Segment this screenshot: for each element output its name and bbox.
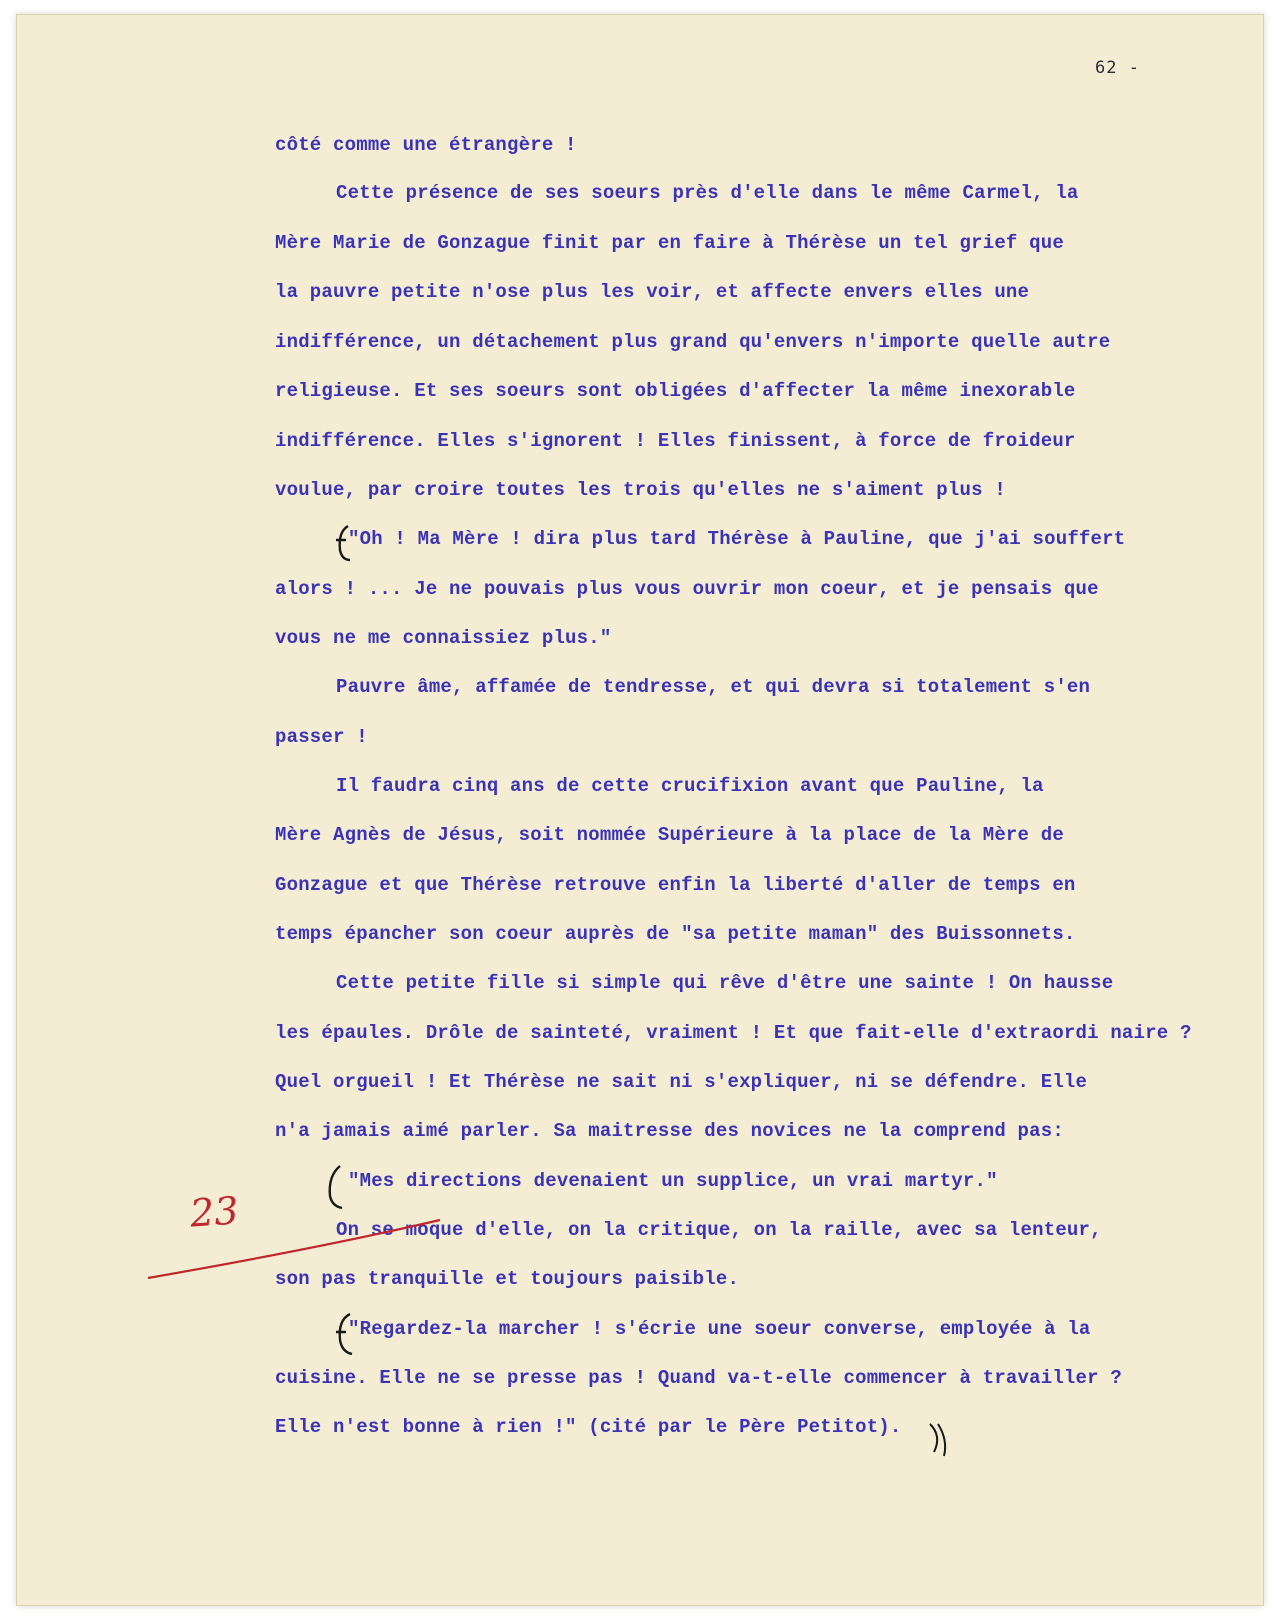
text-line: les épaules. Drôle de sainteté, vraiment ! Et que fait-elle d'extraordi naire ? xyxy=(275,1022,1192,1044)
bracket-mark xyxy=(336,1314,352,1354)
text-line: "Oh ! Ma Mère ! dira plus tard Thérèse à Pauline, que j'ai souffert xyxy=(348,528,1126,550)
closing-paren-mark xyxy=(930,1424,945,1456)
text-line: temps épancher son coeur auprès de "sa petite maman" des Buissonnets. xyxy=(275,923,1076,945)
text-line: Il faudra cinq ans de cette crucifixion avant que Pauline, la xyxy=(336,775,1044,797)
text-line: On se moque d'elle, on la critique, on la raille, avec sa lenteur, xyxy=(336,1219,1102,1241)
page-number: 62 - xyxy=(1095,58,1140,78)
text-line: "Mes directions devenaient un supplice, un vrai martyr." xyxy=(348,1170,998,1192)
text-line: passer ! xyxy=(275,726,368,748)
margin-number: 23 xyxy=(188,1188,240,1236)
text-line: Mère Agnès de Jésus, soit nommée Supérieure à la place de la Mère de xyxy=(275,824,1064,846)
text-line: Mère Marie de Gonzague finit par en faire à Thérèse un tel grief que xyxy=(275,232,1064,254)
text-line: n'a jamais aimé parler. Sa maitresse des novices ne la comprend pas: xyxy=(275,1120,1064,1142)
text-line: Pauvre âme, affamée de tendresse, et qui devra si totalement s'en xyxy=(336,676,1091,698)
text-line: son pas tranquille et toujours paisible. xyxy=(275,1268,740,1290)
text-line: la pauvre petite n'ose plus les voir, et affecte envers elles une xyxy=(275,281,1030,303)
text-line: indifférence, un détachement plus grand qu'envers n'importe quelle autre xyxy=(275,331,1111,353)
text-line: alors ! ... Je ne pouvais plus vous ouvrir mon coeur, et je pensais que xyxy=(275,578,1099,600)
text-line: "Regardez-la marcher ! s'écrie une soeur converse, employée à la xyxy=(348,1318,1091,1340)
text-line: cuisine. Elle ne se presse pas ! Quand va-t-elle commencer à travailler ? xyxy=(275,1367,1122,1389)
text-line: indifférence. Elles s'ignorent ! Elles finissent, à force de froideur xyxy=(275,430,1076,452)
text-line: voulue, par croire toutes les trois qu'elles ne s'aiment plus ! xyxy=(275,479,1006,501)
text-line: Cette présence de ses soeurs près d'elle dans le même Carmel, la xyxy=(336,182,1079,204)
bracket-mark xyxy=(336,526,350,560)
bracket-mark xyxy=(330,1166,342,1208)
text-line: Elle n'est bonne à rien !" (cité par le Père Petitot). xyxy=(275,1416,902,1438)
text-line: religieuse. Et ses soeurs sont obligées d'affecter la même inexorable xyxy=(275,380,1076,402)
text-line: Gonzague et que Thérèse retrouve enfin la liberté d'aller de temps en xyxy=(275,874,1076,896)
text-line: Cette petite fille si simple qui rêve d'être une sainte ! On hausse xyxy=(336,972,1114,994)
text-line: vous ne me connaissiez plus." xyxy=(275,627,612,649)
text-line: Quel orgueil ! Et Thérèse ne sait ni s'expliquer, ni se défendre. Elle xyxy=(275,1071,1088,1093)
text-line: côté comme une étrangère ! xyxy=(275,134,577,156)
